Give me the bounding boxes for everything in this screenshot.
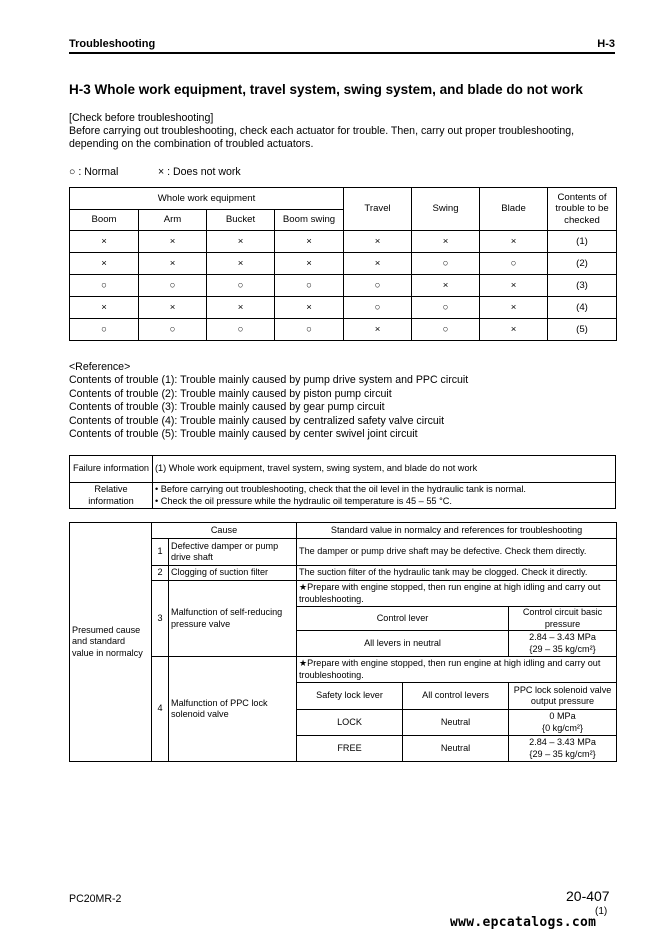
cause-4-row2-output [509, 736, 617, 762]
matrix-cell: ○ [480, 253, 548, 275]
section-code: H-3 [597, 38, 615, 50]
trouble-matrix [69, 187, 617, 341]
cause-4-row1-safety: LOCK [297, 710, 403, 736]
col-boom-swing: Boom swing [275, 210, 344, 231]
col-swing: Swing [412, 188, 480, 231]
cause-4-no: 4 [152, 657, 169, 762]
matrix-cell: (2) [548, 253, 617, 275]
matrix-cell: ○ [412, 253, 480, 275]
matrix-cell: × [344, 319, 412, 341]
cause-4-row2-mpa: 2.84 – 3.43 MPa [529, 737, 596, 747]
cause-4-row2-kg: {29 – 35 kg/cm²} [529, 748, 596, 759]
model-number: PC20MR-2 [69, 893, 122, 905]
watermark: www.epcatalogs.com [450, 915, 597, 930]
matrix-cell: ○ [275, 275, 344, 297]
cause-3-name: Malfunction of self-reducing pressure valve [169, 581, 297, 657]
matrix-cell: × [480, 297, 548, 319]
relative-line-1: • Before carrying out troubleshooting, check that the oil level in the hydraulic tank is normal. [155, 484, 526, 494]
cause-3-header-lever: Control lever [297, 607, 509, 631]
cause-4-header-output: PPC lock solenoid valve output pressure [509, 683, 617, 710]
matrix-cell: × [412, 231, 480, 253]
info-table [69, 455, 616, 509]
failure-value: (1) Whole work equipment, travel system, swing system, and blade do not work [153, 456, 616, 483]
matrix-cell: × [70, 231, 139, 253]
side-label: Presumed cause and standard value in normalcy [70, 523, 152, 762]
reference-line-4: Contents of trouble (4): Trouble mainly caused by centralized safety valve circuit [69, 415, 445, 427]
matrix-cell: ○ [344, 297, 412, 319]
cause-2-no: 2 [152, 566, 169, 581]
matrix-cell: × [480, 275, 548, 297]
cause-3-header-pressure: Control circuit basic pressure [509, 607, 617, 631]
cause-1-standard: The damper or pump drive shaft may be defective. Check them directly. [297, 539, 617, 566]
relative-label: Relative information [70, 483, 153, 509]
cause-3-lever-value: All levers in neutral [297, 631, 509, 657]
matrix-cell: × [139, 253, 207, 275]
reference-line-5: Contents of trouble (5): Trouble mainly caused by center swivel joint circuit [69, 428, 418, 440]
cause-3-pressure-mpa: 2.84 – 3.43 MPa [529, 632, 596, 642]
page-title: H-3 Whole work equipment, travel system, swing system, and blade do not work [69, 82, 583, 97]
cause-4-row2-levers: Neutral [403, 736, 509, 762]
cause-2-standard: The suction filter of the hydraulic tank may be clogged. Check it directly. [297, 566, 617, 581]
section-name: Troubleshooting [69, 38, 156, 50]
col-blade: Blade [480, 188, 548, 231]
cause-3-no: 3 [152, 581, 169, 657]
cause-4-row1-levers: Neutral [403, 710, 509, 736]
cause-4-prep: ★Prepare with engine stopped, then run engine at high idling and carry out troubleshooting. [297, 657, 617, 683]
matrix-cell: ○ [412, 297, 480, 319]
reference-line-1: Contents of trouble (1): Trouble mainly caused by pump drive system and PPC circuit [69, 374, 469, 386]
matrix-row [70, 253, 617, 275]
reference-line-2: Contents of trouble (2): Trouble mainly caused by piston pump circuit [69, 388, 392, 400]
matrix-cell: × [480, 319, 548, 341]
col-contents: Contents of trouble to be checked [548, 188, 617, 231]
col-cause: Cause [152, 523, 297, 539]
matrix-cell: × [139, 231, 207, 253]
cause-1-no: 1 [152, 539, 169, 566]
col-arm: Arm [139, 210, 207, 231]
page-number: 20-407 [566, 888, 610, 904]
cause-3-prep: ★Prepare with engine stopped, then run engine at high idling and carry out troubleshooting. [297, 581, 617, 607]
matrix-row [70, 319, 617, 341]
page-revision: (1) [595, 906, 608, 917]
matrix-cell: × [207, 297, 275, 319]
matrix-cell: ○ [70, 319, 139, 341]
matrix-cell: ○ [207, 319, 275, 341]
cause-2-name: Clogging of suction filter [169, 566, 297, 581]
relative-value [153, 483, 616, 509]
matrix-cell: × [344, 231, 412, 253]
matrix-cell: (5) [548, 319, 617, 341]
check-heading: [Check before troubleshooting] [69, 112, 214, 124]
col-bucket: Bucket [207, 210, 275, 231]
cause-3-pressure-value [509, 631, 617, 657]
matrix-cell: (4) [548, 297, 617, 319]
cause-4-name: Malfunction of PPC lock solenoid valve [169, 657, 297, 762]
group-header: Whole work equipment [70, 188, 344, 210]
legend-bad: × : Does not work [158, 166, 241, 178]
matrix-cell: × [207, 253, 275, 275]
matrix-cell: × [344, 253, 412, 275]
cause-3-pressure-kg: {29 – 35 kg/cm²} [529, 643, 596, 654]
cause-1-name: Defective damper or pump drive shaft [169, 539, 297, 566]
reference-line-3: Contents of trouble (3): Trouble mainly caused by gear pump circuit [69, 401, 385, 413]
matrix-row [70, 231, 617, 253]
cause-table [69, 522, 617, 762]
matrix-cell: ○ [412, 319, 480, 341]
matrix-cell: (1) [548, 231, 617, 253]
matrix-cell: ○ [344, 275, 412, 297]
matrix-cell: × [412, 275, 480, 297]
matrix-cell: × [70, 253, 139, 275]
cause-4-row1-mpa: 0 MPa [549, 711, 576, 721]
matrix-cell: × [275, 297, 344, 319]
cause-4-header-safety: Safety lock lever [297, 683, 403, 710]
reference-heading: <Reference> [69, 361, 131, 373]
matrix-cell: ○ [139, 319, 207, 341]
legend-normal: ○ : Normal [69, 166, 119, 178]
cause-4-header-levers: All control levers [403, 683, 509, 710]
cause-4-row1-output [509, 710, 617, 736]
relative-line-2: • Check the oil pressure while the hydraulic oil temperature is 45 – 55 °C. [155, 495, 452, 506]
matrix-cell: ○ [207, 275, 275, 297]
cause-4-row1-kg: {0 kg/cm²} [542, 722, 583, 733]
page-header [69, 38, 615, 54]
matrix-row [70, 275, 617, 297]
matrix-cell: (3) [548, 275, 617, 297]
check-body: Before carrying out troubleshooting, check each actuator for trouble. Then, carry out proper troubleshooting, depending on the combination of troubled actuators. [69, 125, 575, 151]
col-boom: Boom [70, 210, 139, 231]
matrix-cell: ○ [275, 319, 344, 341]
matrix-cell: × [275, 231, 344, 253]
cause-4-row2-safety: FREE [297, 736, 403, 762]
matrix-cell: × [480, 231, 548, 253]
col-travel: Travel [344, 188, 412, 231]
matrix-cell: × [207, 231, 275, 253]
matrix-row [70, 297, 617, 319]
matrix-cell: ○ [70, 275, 139, 297]
matrix-cell: ○ [139, 275, 207, 297]
matrix-cell: × [275, 253, 344, 275]
failure-label: Failure information [70, 456, 153, 483]
matrix-cell: × [70, 297, 139, 319]
matrix-cell: × [139, 297, 207, 319]
col-standard: Standard value in normalcy and references for troubleshooting [297, 523, 617, 539]
